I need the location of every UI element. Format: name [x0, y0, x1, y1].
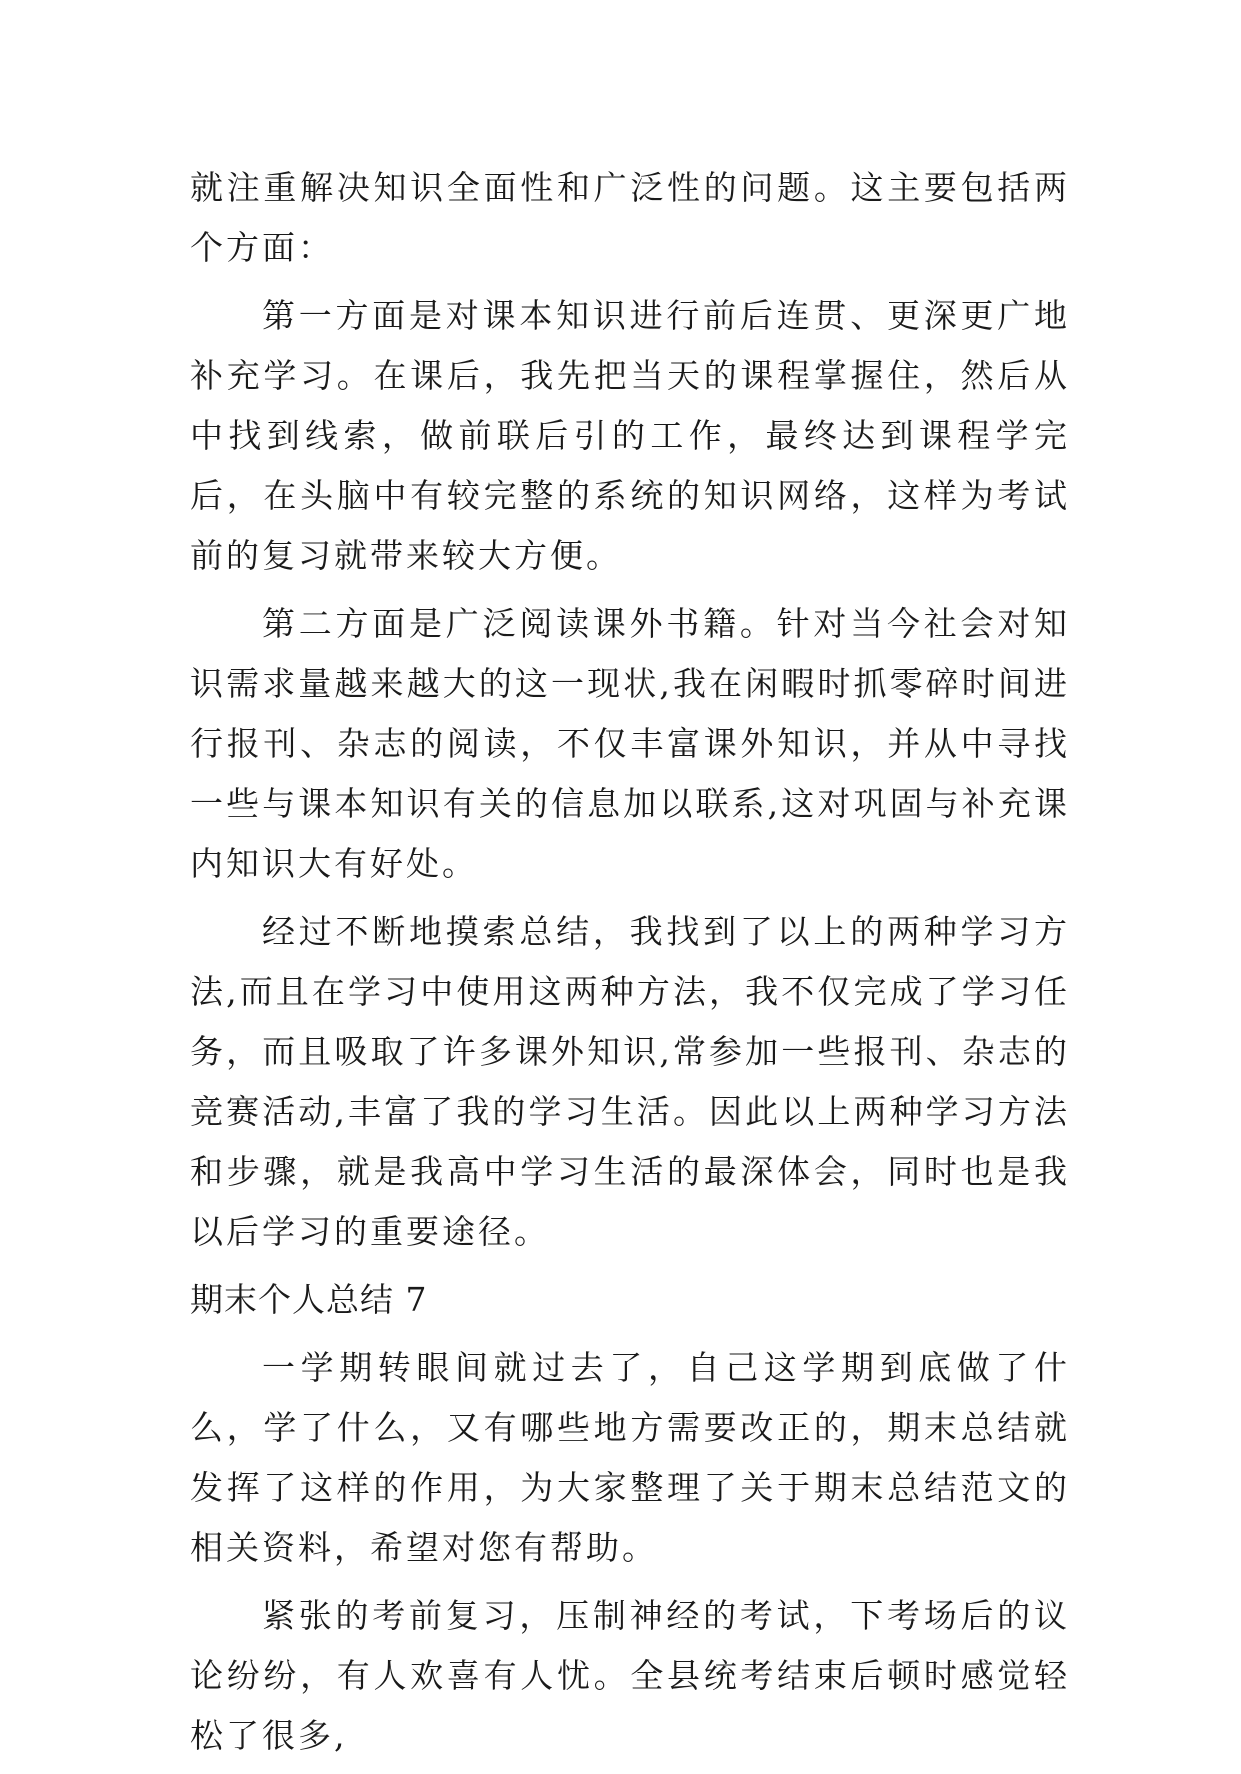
- document-body: [190, 158, 1070, 1774]
- paragraph-second-aspect: 第二方面是广泛阅读课外书籍。针对当今社会对知识需求量越来越大的这一现状,我在闲暇时抓零碎时间进行报刊、杂志的阅读，不仅丰富课外知识，并从中寻找一些与课本知识有关的信息加以联系,这对巩固与补充课内知识大有好处。: [190, 604, 1070, 883]
- paragraph-exam: 紧张的考前复习，压制神经的考试，下考场后的议论纷纷，有人欢喜有人忧。全县统考结束后顿时感觉轻松了很多,: [190, 1596, 1070, 1755]
- paragraph-continuation: 就注重解决知识全面性和广泛性的问题。这主要包括两个方面：: [190, 168, 1070, 267]
- paragraph-first-aspect: 第一方面是对课本知识进行前后连贯、更深更广地补充学习。在课后，我先把当天的课程掌握住，然后从中找到线索，做前联后引的工作，最终达到课程学完后，在头脑中有较完整的系统的知识网络，这样为考试前的复习就带来较大方便。: [190, 296, 1070, 575]
- paragraph-conclusion: 经过不断地摸索总结，我找到了以上的两种学习方法,而且在学习中使用这两种方法，我不仅完成了学习任务，而且吸取了许多课外知识,常参加一些报刊、杂志的竞赛活动,丰富了我的学习生活。因此以上两种学习方法和步骤，就是我高中学习生活的最深体会，同时也是我以后学习的重要途径。: [190, 912, 1070, 1251]
- section-heading: 期末个人总结 7: [190, 1280, 428, 1319]
- paragraph-intro: 一学期转眼间就过去了，自己这学期到底做了什么，学了什么，又有哪些地方需要改正的，期末总结就发挥了这样的作用，为大家整理了关于期末总结范文的相关资料，希望对您有帮助。: [190, 1348, 1070, 1567]
